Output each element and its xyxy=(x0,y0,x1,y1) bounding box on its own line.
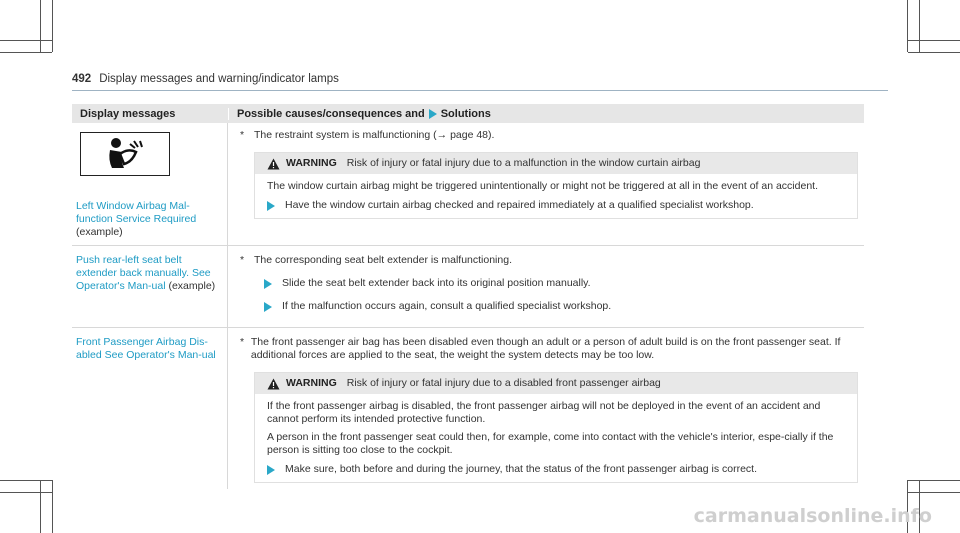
warning-body xyxy=(255,394,857,482)
cause-item xyxy=(240,129,858,142)
causes-cell xyxy=(228,328,864,489)
display-message: Left Window Airbag Mal-function Service Required xyxy=(76,200,197,225)
display-message: Front Passenger Airbag Dis-abled See Operator's Man-ual xyxy=(76,336,216,361)
col-header-messages: Display messages xyxy=(80,107,176,120)
col-header-causes-label: Possible causes/consequences and xyxy=(237,107,425,120)
crop-mark xyxy=(52,0,53,52)
warning-box xyxy=(254,372,858,483)
example-note: (example) xyxy=(76,226,123,238)
solution-item xyxy=(267,199,847,212)
crop-mark xyxy=(908,52,960,53)
warning-box xyxy=(254,152,858,219)
bullet-asterisk: * xyxy=(240,336,245,348)
col-header-solutions-label: Solutions xyxy=(440,107,491,120)
table-row xyxy=(72,123,864,246)
solution-arrow-icon xyxy=(267,465,275,475)
solution-text: Have the window curtain airbag checked and repaired immediately at a qualified specialist workshop. xyxy=(285,199,754,211)
warning-paragraph: A person in the front passenger seat could then, for example, come into contact with the vehicle's interior, espe-cially if the person is sitting too close to the cockpit. xyxy=(267,431,834,456)
warning-title xyxy=(255,373,857,394)
table-header xyxy=(72,104,864,123)
solution-text: Slide the seat belt extender back into its original position manually. xyxy=(282,277,591,289)
solution-arrow-icon xyxy=(264,279,272,289)
crop-mark xyxy=(908,40,960,41)
warning-title xyxy=(255,153,857,174)
table-row xyxy=(72,328,864,489)
warning-triangle-icon xyxy=(267,378,280,390)
display-message: Push rear-left seat belt extender back manually. See Operator's Man-ual xyxy=(76,254,211,292)
bullet-asterisk: * xyxy=(240,254,245,266)
crop-mark xyxy=(908,492,960,493)
cause-text: The restraint system is malfunctioning (→ page 48). xyxy=(254,129,495,141)
cause-text: The front passenger air bag has been disabled even though an adult or a person of adult build is on the front passenger seat. If additional forces are applied to the seat, the weight the system detects may be too low. xyxy=(250,336,841,361)
cause-item xyxy=(240,336,858,362)
solution-item xyxy=(264,277,858,290)
crop-mark xyxy=(919,0,920,52)
causes-cell xyxy=(228,123,864,245)
warning-paragraph: The window curtain airbag might be triggered unintentionally or might not be triggered at all in the event of an accident. xyxy=(267,180,818,192)
message-cell xyxy=(72,123,228,245)
warning-label: WARNING xyxy=(286,157,337,169)
section-title: Display messages and warning/indicator lamps xyxy=(99,73,339,85)
table-row xyxy=(72,246,864,328)
crop-mark xyxy=(0,40,52,41)
warning-label: WARNING xyxy=(286,377,337,389)
message-cell xyxy=(72,246,228,327)
warning-text: Risk of injury or fatal injury due to a malfunction in the window curtain airbag xyxy=(346,157,701,169)
causes-cell xyxy=(228,246,864,327)
watermark: carmanualsonline.info xyxy=(693,505,932,527)
solutions-list xyxy=(264,277,858,313)
solution-item xyxy=(264,300,858,313)
warning-triangle-icon xyxy=(267,158,280,170)
solution-arrow-icon xyxy=(267,201,275,211)
crop-mark xyxy=(0,52,52,53)
running-header xyxy=(72,73,339,85)
crop-mark xyxy=(907,0,908,52)
warning-body xyxy=(255,174,857,218)
solution-arrow-icon xyxy=(429,109,437,119)
warning-text: Risk of injury or fatal injury due to a disabled front passenger airbag xyxy=(346,377,661,389)
crop-mark xyxy=(0,480,52,481)
messages-table xyxy=(72,104,864,489)
solution-arrow-icon xyxy=(264,302,272,312)
page-number: 492 xyxy=(72,73,92,85)
solution-item xyxy=(267,463,847,476)
airbag-person-icon xyxy=(80,132,170,176)
solution-text: If the malfunction occurs again, consult a qualified specialist workshop. xyxy=(282,300,612,312)
crop-mark xyxy=(40,480,41,533)
cause-text: The corresponding seat belt extender is malfunctioning. xyxy=(254,254,512,266)
message-cell xyxy=(72,328,228,489)
crop-mark xyxy=(52,480,53,533)
crop-mark xyxy=(0,492,52,493)
warning-paragraph: If the front passenger airbag is disabled, the front passenger airbag will not be deployed in the event of an accident and cannot perform its intended protective function. xyxy=(267,400,821,425)
header-rule xyxy=(72,90,888,91)
solution-text: Make sure, both before and during the journey, that the status of the front passenger airbag is correct. xyxy=(285,463,757,475)
cause-item xyxy=(240,254,858,267)
bullet-asterisk: * xyxy=(240,129,245,141)
example-note: (example) xyxy=(168,280,216,292)
crop-mark xyxy=(40,0,41,52)
col-header-causes xyxy=(228,108,864,120)
crop-mark xyxy=(908,480,960,481)
